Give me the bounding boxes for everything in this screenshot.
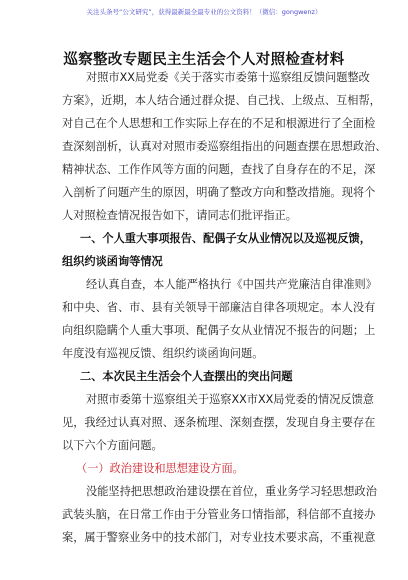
paragraph-line: 方案》，近期，本人结合通过群众提、自己找、上级点、互相帮，: [62, 94, 381, 107]
paragraph-line: 武装头脑，在日常工作由于分管业务口情指部，科信部不直接办: [62, 508, 376, 521]
paragraph-line: 对自己在个人思想和工作实际上存在的不足和根源进行了全面检: [62, 117, 376, 130]
paragraph-line: 见，我经过认真对照、逐条梳理、深刻查摆，发现自身主要存在: [62, 416, 376, 429]
paragraph-line: 对照市委第十巡察组关于巡察XX市XX局党委的情况反馈意: [86, 393, 374, 406]
section-heading-line: 组织约谈函询等情况: [62, 255, 163, 268]
section-heading-line: 一、个人重大事项报告、配偶子女从业情况以及巡视反馈，: [80, 232, 371, 245]
paragraph-line: 以下六个方面问题。: [62, 439, 163, 452]
paragraph-line: 案，属于警察业务中的技术部门，对专业技术要求高，不重视意: [62, 531, 376, 544]
promo-banner: 关注头条号“公文研究”，获得最新最全最专业的公文资料！（微信：gongwenz）: [86, 8, 322, 16]
paragraph-line: 向组织隐瞒个人重大事项、配偶子女从业情况不报告的问题；上: [62, 324, 376, 337]
subsection-heading-line: （一）政治建设和思想建设方面。: [76, 462, 244, 475]
paragraph-line: 年度没有巡视反馈、组织约谈函询问题。: [62, 347, 264, 360]
paragraph-line: 查深刻剖析，认真对对照市委巡察组指出的问题查摆在思想政治、: [62, 140, 387, 153]
section-heading-line: 二、本次民主生活会个人查摆出的突出问题: [80, 370, 293, 383]
document-title: 巡察整改专题民主生活会个人对照检查材料: [63, 52, 345, 68]
paragraph-line: 入剖析了问题产生的原因，明确了整改方向和整改措施。现将个: [62, 186, 376, 199]
paragraph-line: 精神状态、工作作风等方面的问题，查找了自身存在的不足，深: [62, 163, 376, 176]
paragraph-line: 对照市XX局党委《关于落实市委第十巡察组反馈问题整改: [86, 71, 370, 84]
paragraph-line: 和中央、省、市、县有关领导干部廉洁自律各项规定。本人没有: [62, 301, 376, 314]
paragraph-line: 经认真自查，本人能严格执行《中国共产党廉洁自律准则》: [86, 278, 377, 291]
paragraph-line: 人对照检查情况报告如下，请同志们批评指正。: [62, 209, 297, 222]
paragraph-line: 没能坚持把思想政治建设摆在首位，重业务学习轻思想政治: [86, 485, 377, 498]
